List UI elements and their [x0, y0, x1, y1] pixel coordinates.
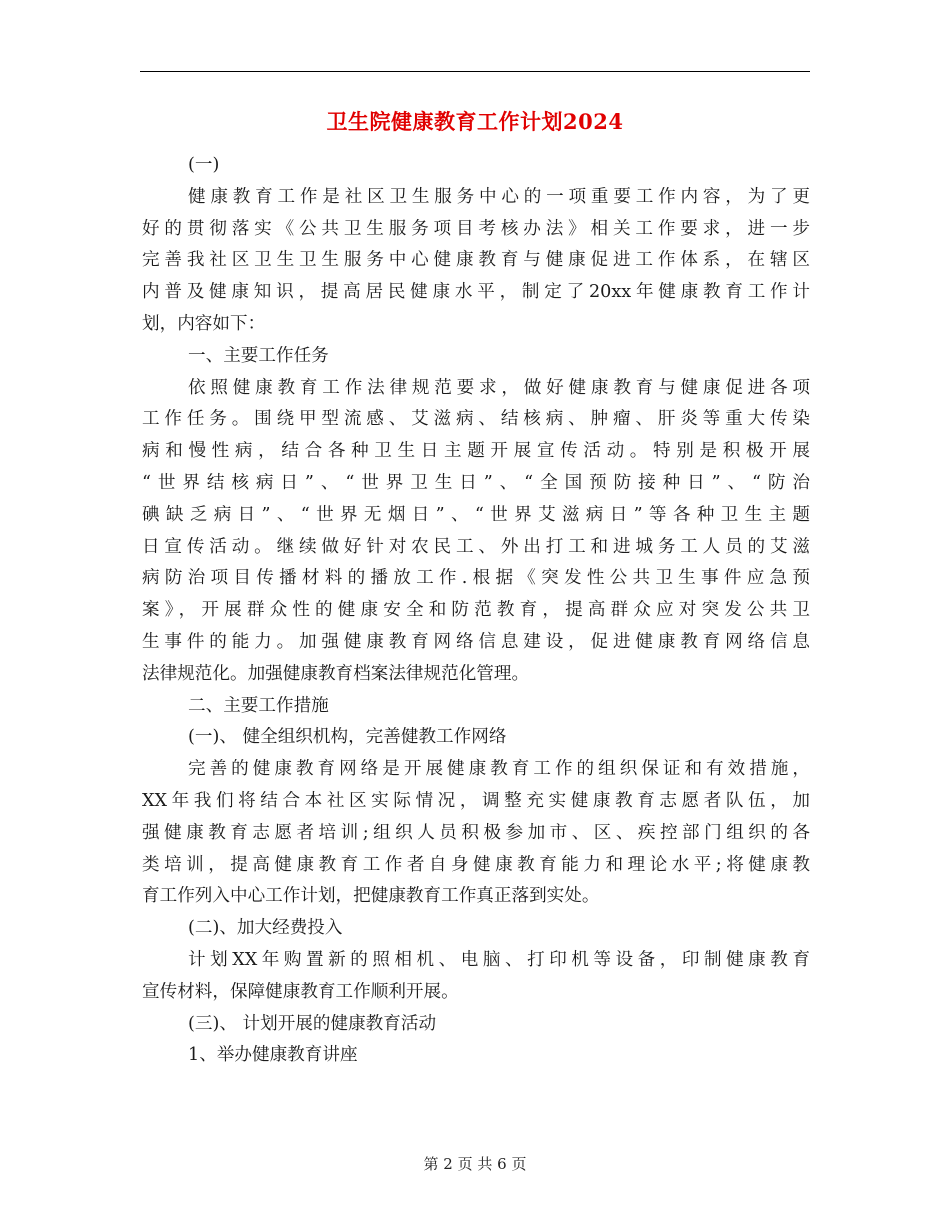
text-line: 病和慢性病，结合各种卫生日主题开展宣传活动。特别是积极开展 [142, 441, 810, 462]
text-line: 完善我社区卫生卫生服务中心健康教育与健康促进工作体系，在辖区 [142, 250, 810, 271]
text-line: (二)、加大经费投入 [188, 918, 343, 939]
text-line: 类培训，提高健康教育工作者自身健康教育能力和理论水平;将健康教 [142, 854, 810, 875]
text-line: 育工作列入中心工作计划，把健康教育工作真正落到实处。 [142, 886, 600, 907]
text-line: 生事件的能力。加强健康教育网络信息建设，促进健康教育网络信息 [142, 631, 810, 652]
text-line: 法律规范化。加强健康教育档案法律规范化管理。 [142, 663, 530, 684]
text-line: 日宣传活动。继续做好针对农民工、外出打工和进城务工人员的艾滋 [142, 536, 810, 557]
text-line: 工作任务。围绕甲型流感、艾滋病、结核病、肿瘤、肝炎等重大传染 [142, 409, 810, 430]
text-line: 计划XX年购置新的照相机、电脑、打印机等设备，印制健康教育 [188, 949, 810, 970]
text-line: 好的贯彻落实《公共卫生服务项目考核办法》相关工作要求，进一步 [142, 218, 810, 239]
text-line: 完善的健康教育网络是开展健康教育工作的组织保证和有效措施， [188, 759, 810, 780]
text-line: (一) [188, 155, 220, 175]
text-line: 一、主要工作任务 [188, 345, 329, 366]
text-line: 划，内容如下： [142, 313, 266, 334]
text-line: (三)、 计划开展的健康教育活动 [188, 1013, 437, 1034]
text-line: 内普及健康知识，提高居民健康水平，制定了20xx年健康教育工作计 [142, 282, 810, 303]
text-line: 碘缺乏病日”、“世界无烟日”、“世界艾滋病日”等各种卫生主题 [142, 504, 810, 525]
page-number: 第 2 页 共 6 页 [423, 1155, 527, 1173]
text-line: (一)、 健全组织机构，完善健教工作网络 [188, 727, 507, 748]
text-line: 强健康教育志愿者培训;组织人员积极参加市、区、疾控部门组织的各 [142, 822, 810, 843]
header-rule [140, 71, 810, 72]
text-line: 健康教育工作是社区卫生服务中心的一项重要工作内容，为了更 [188, 186, 810, 207]
document-body [142, 150, 810, 1072]
text-line: 二、主要工作措施 [188, 695, 329, 716]
text-line: 1、举办健康教育讲座 [188, 1045, 358, 1066]
text-line: 依照健康教育工作法律规范要求，做好健康教育与健康促进各项 [188, 377, 810, 398]
text-line: XX年我们将结合本社区实际情况，调整充实健康教育志愿者队伍，加 [142, 790, 810, 811]
text-line: “世界结核病日”、“世界卫生日”、“全国预防接种日”、“防治 [142, 472, 810, 493]
text-line: 宣传材料，保障健康教育工作顺利开展。 [142, 981, 459, 1002]
document-title: 卫生院健康教育工作计划2024 [326, 109, 624, 134]
text-line: 病防治项目传播材料的播放工作.根据《突发性公共卫生事件应急预 [142, 568, 810, 589]
text-line: 案》，开展群众性的健康安全和防范教育，提高群众应对突发公共卫 [142, 600, 810, 621]
